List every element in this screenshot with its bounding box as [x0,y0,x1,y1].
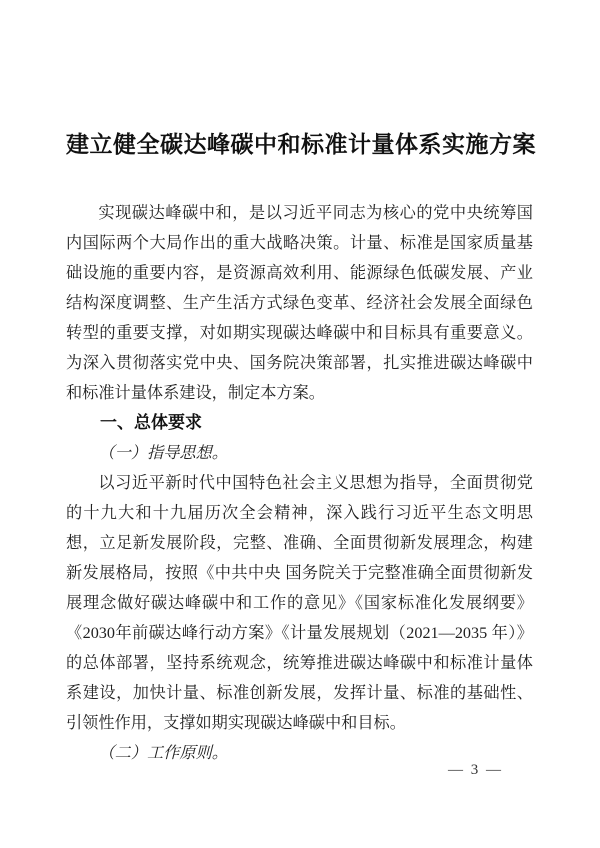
guiding-ideology-paragraph: 以习近平新时代中国特色社会主义思想为指导，全面贯彻党的十九大和十九届历次全会精神，深入践行习近平生态文明思想，立足新发展阶段，完整、准确、全面贯彻新发展理念，构建新发展格局，按照《中共中央 国务院关于完整准确全面贯彻新发展理念做好碳达峰碳中和工作的意见》《国家标准化发展纲要》《2030年前碳达峰行动方案》《计量发展规划（2021—2035 年）》的总体部署，坚持系统观念，统筹推进碳达峰碳中和标准计量体系建设，加快计量、标准创新发展，发挥计量、标准的基础性、引领性作用，支撑如期实现碳达峰碳中和目标。 [66,474,533,732]
page-number: — 3 — [448,762,503,778]
intro-paragraph: 实现碳达峰碳中和，是以习近平同志为核心的党中央统筹国内国际两个大局作出的重大战略决策。计量、标准是国家质量基础设施的重要内容，是资源高效利用、能源绿色低碳发展、产业结构深度调整、生产生活方式绿色变革、经济社会发展全面绿色转型的重要支撑，对如期实现碳达峰碳中和目标具有重要意义。为深入贯彻落实党中央、国务院决策部署，扎实推进碳达峰碳中和标准计量体系建设，制定本方案。 [66,204,533,402]
section-heading-general-requirements: 一、总体要求 [100,413,202,432]
subsection-heading-guiding-ideology: （一）指导思想。 [98,444,228,462]
subsection-heading-work-principles: （二）工作原则。 [98,744,228,762]
document-title: 建立健全碳达峰碳中和标准计量体系实施方案 [66,132,536,157]
